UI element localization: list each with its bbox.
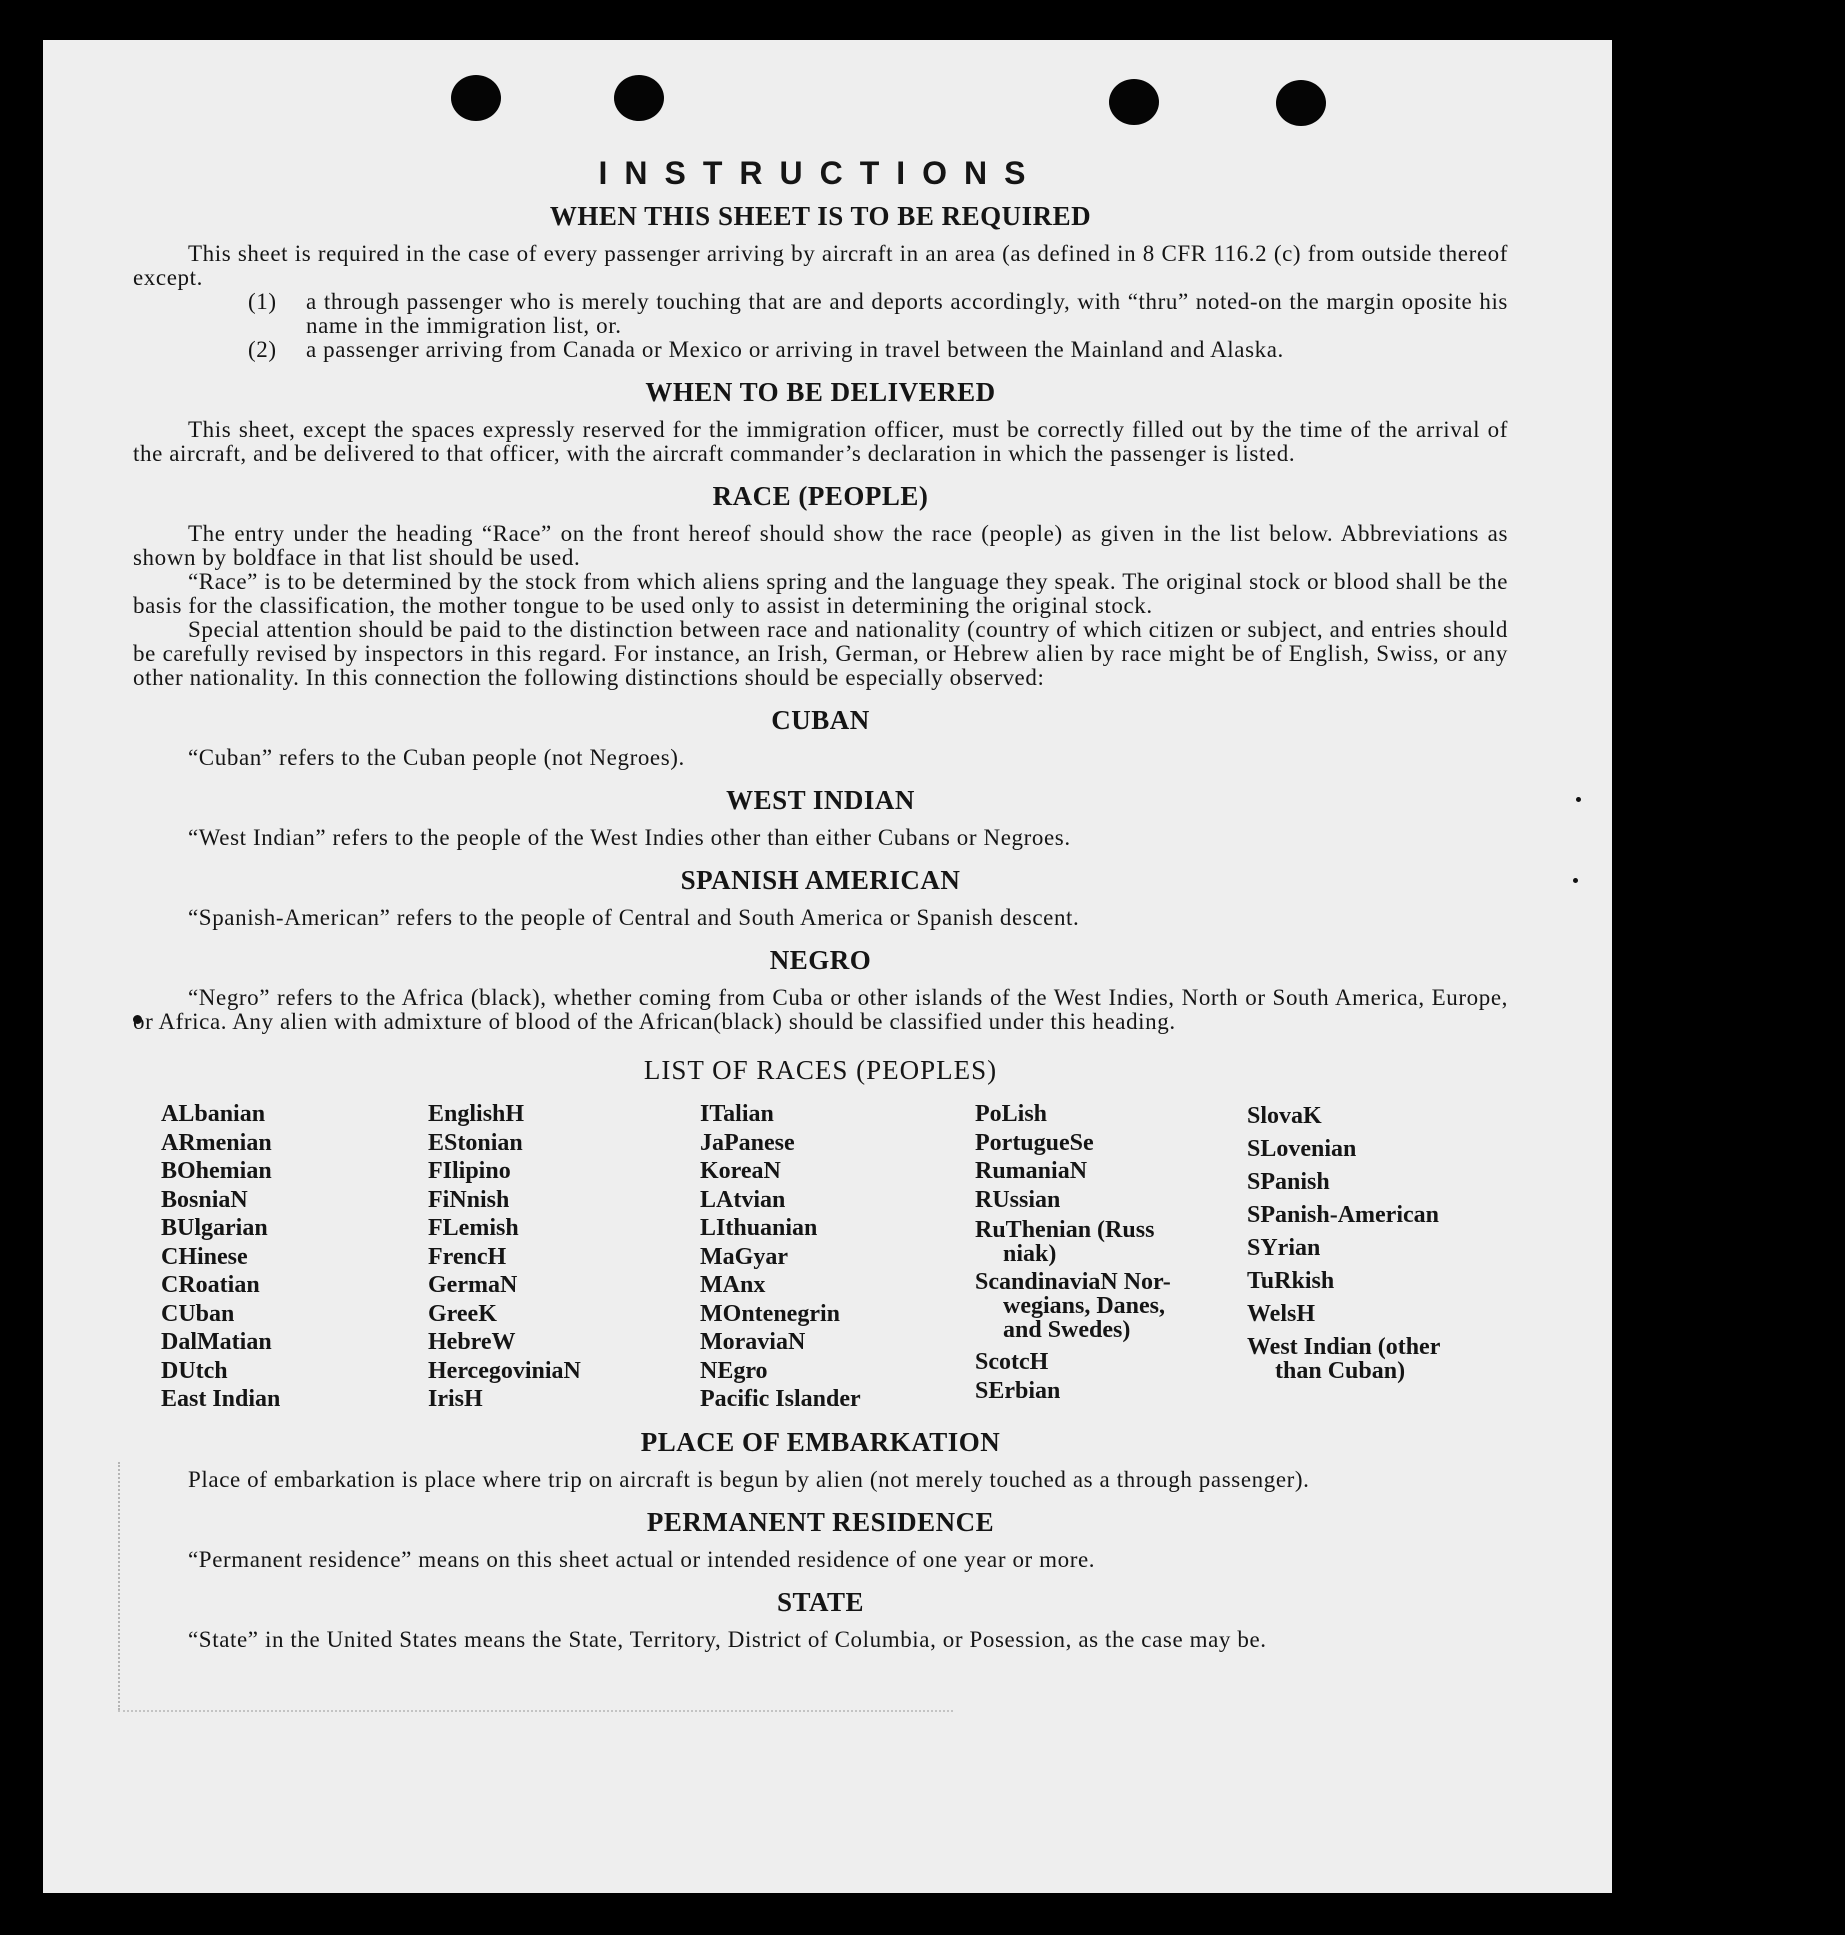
section-text: This sheet, except the spaces expressly reserved for the immigration officer, must be correctly filled out by the time of the arrival of the aircraft, and be delivered to that officer, with the aircraft commander’s declaration in which the passenger is listed. (133, 417, 1508, 466)
section-heading: WHEN TO BE DELIVERED (645, 377, 996, 407)
section-heading: RACE (PEOPLE) (712, 481, 929, 511)
section-text: Place of embarkation is place where trip on aircraft is begun by alien (not merely touched as a through passenger). (188, 1466, 1310, 1492)
race-entry: ITalian (700, 1101, 774, 1127)
race-entry: CRoatian (161, 1272, 260, 1298)
race-entry: PortugueSe (975, 1129, 1094, 1156)
section-heading: STATE (776, 1586, 865, 1617)
item-text: a through passenger who is merely touching that are and deports accordingly, with “thru” noted-on the margin oposite his name in the immigration list, or. (306, 289, 1508, 338)
race-entry: ScandinaviaN Nor- wegians, Danes, and Swedes) (975, 1269, 1171, 1343)
race-entry: ScotcH (975, 1349, 1049, 1375)
race-entry: MoraviaN (700, 1329, 806, 1355)
race-entry: West Indian (other than Cuban) (1247, 1334, 1441, 1384)
list-item (133, 338, 1508, 362)
section-spanish-american (133, 864, 1508, 930)
section-west-indian (133, 784, 1508, 850)
race-entry: GreeK (428, 1300, 497, 1327)
section-heading: WHEN THIS SHEET IS TO BE REQUIRED (549, 201, 1092, 231)
section-heading: NEGRO (769, 945, 872, 975)
race-entry: BUlgarian (161, 1215, 268, 1241)
section-text: This sheet is required in the case of every passenger arriving by aircraft in an area (as defined in 8 CFR 116.2 (c) from outside thereof except. (133, 241, 1508, 290)
instructions-content (133, 155, 1508, 1666)
section-when-delivered (133, 376, 1508, 466)
race-entry: SlovaK (1247, 1103, 1322, 1129)
race-entry: EStonian (428, 1129, 523, 1156)
section-heading: LIST OF RACES (PEOPLES) (643, 1055, 998, 1085)
race-entry: SErbian (975, 1377, 1061, 1404)
section-text: “Permanent residence” means on this sheet actual or intended residence of one year or more. (188, 1546, 1096, 1572)
race-entry: FLemish (428, 1215, 519, 1241)
punch-hole (451, 75, 501, 121)
section-permanent-residence (133, 1506, 1508, 1572)
race-entry: EnglishH (428, 1101, 525, 1127)
race-entry: Pacific Islander (700, 1386, 861, 1412)
race-entry: IrisH (428, 1386, 483, 1412)
race-entry: RUssian (975, 1186, 1061, 1213)
section-text: “Race” is to be determined by the stock from which aliens spring and the language they speak. The original stock or blood shall be the basis for the classification, the mother tongue to be used only to assist in determining the original stock. (133, 569, 1508, 618)
races-column (428, 1100, 700, 1414)
punch-hole (614, 75, 664, 121)
race-entry: ALbanian (161, 1101, 266, 1127)
section-embarkation (133, 1426, 1508, 1492)
race-entry: SPanish (1247, 1169, 1330, 1195)
race-entry: ARmenian (161, 1129, 272, 1156)
race-entry: CHinese (161, 1243, 248, 1270)
section-list-of-races (133, 1054, 1508, 1414)
race-entry: JaPanese (700, 1129, 795, 1156)
faint-bleedthrough-line (118, 1462, 121, 1710)
item-text: a passenger arriving from Canada or Mexico or arriving in travel between the Mainland and Alaska. (306, 337, 1284, 362)
section-text: Special attention should be paid to the distinction between race and nationality (country of which citizen or subject, and entries should be carefully revised by inspectors in this regard. For instance, an Irish, German, or Hebrew alien by race might be of English, Swiss, or any other nationality. In this connection the following distinctions should be especially observed: (133, 617, 1508, 690)
race-entry: DUtch (161, 1357, 228, 1384)
race-entry: TuRkish (1247, 1268, 1335, 1294)
race-entry: MOntenegrin (700, 1300, 840, 1327)
section-heading: PLACE OF EMBARKATION (640, 1426, 1001, 1457)
race-entry: BOhemian (161, 1158, 272, 1184)
race-entry: FrencH (428, 1243, 507, 1270)
race-entry: WelsH (1247, 1301, 1316, 1327)
section-text: “Cuban” refers to the Cuban people (not Negroes). (188, 745, 685, 770)
race-entry: East Indian (161, 1386, 281, 1412)
section-state (133, 1586, 1508, 1652)
races-column (700, 1100, 975, 1414)
race-entry: FIlipino (428, 1158, 511, 1184)
race-entry: RuThenian (Russ niak) (975, 1217, 1155, 1267)
section-cuban (133, 704, 1508, 770)
race-entry: LIthuanian (700, 1215, 818, 1241)
race-entry: KoreaN (700, 1158, 781, 1184)
section-race (133, 480, 1508, 690)
race-entry: RumaniaN (975, 1158, 1088, 1184)
document-sheet (43, 40, 1612, 1893)
race-entry: CUban (161, 1300, 235, 1327)
race-entry: DalMatian (161, 1329, 272, 1355)
race-entry: NEgro (700, 1357, 768, 1384)
races-column (975, 1100, 1247, 1414)
section-heading: WEST INDIAN (726, 785, 915, 815)
race-entry: FiNnish (428, 1186, 510, 1213)
races-table (161, 1100, 1508, 1414)
race-entry: SPanish-American (1247, 1202, 1439, 1228)
race-entry: GermaN (428, 1272, 518, 1298)
item-number: (2) (248, 337, 277, 362)
section-heading: SPANISH AMERICAN (680, 865, 961, 895)
punch-hole (1109, 79, 1159, 125)
race-entry: BosniaN (161, 1186, 248, 1213)
section-text: “West Indian” refers to the people of the West Indies other than either Cubans or Negroes. (188, 825, 1071, 850)
section-text: “Spanish-American” refers to the people of Central and South America or Spanish descent. (188, 905, 1080, 930)
punch-hole (1276, 80, 1326, 126)
races-column (1247, 1100, 1507, 1414)
section-when-required (133, 200, 1508, 362)
race-entry: MAnx (700, 1272, 766, 1298)
section-text: “Negro” refers to the Africa (black), whether coming from Cuba or other islands of the West Indies, North or South America, Europe, or Africa. Any alien with admixture of blood of the African(black) should be classified under this heading. (133, 985, 1508, 1034)
section-heading: PERMANENT RESIDENCE (646, 1506, 995, 1537)
faint-bleedthrough-line (118, 1710, 953, 1712)
section-text: The entry under the heading “Race” on the front hereof should show the race (people) as given in the list below. Abbreviations as shown by boldface in that list should be used. (133, 521, 1508, 570)
item-number: (1) (248, 289, 277, 314)
race-entry: LAtvian (700, 1186, 786, 1213)
page-title: INSTRUCTIONS (598, 155, 1043, 191)
section-text: “State” in the United States means the State, Territory, District of Columbia, or Posession, as the case may be. (188, 1626, 1267, 1652)
ink-speck (1576, 797, 1581, 802)
list-item (133, 290, 1508, 338)
race-entry: HercegoviniaN (428, 1357, 581, 1384)
race-entry: SLovenian (1247, 1136, 1357, 1162)
race-entry: SYrian (1247, 1235, 1321, 1261)
ink-speck (1573, 878, 1578, 883)
race-entry: MaGyar (700, 1243, 788, 1270)
section-heading: CUBAN (771, 705, 870, 735)
races-column (161, 1100, 428, 1414)
section-negro (133, 944, 1508, 1034)
race-entry: PoLish (975, 1101, 1048, 1127)
race-entry: HebreW (428, 1329, 516, 1355)
